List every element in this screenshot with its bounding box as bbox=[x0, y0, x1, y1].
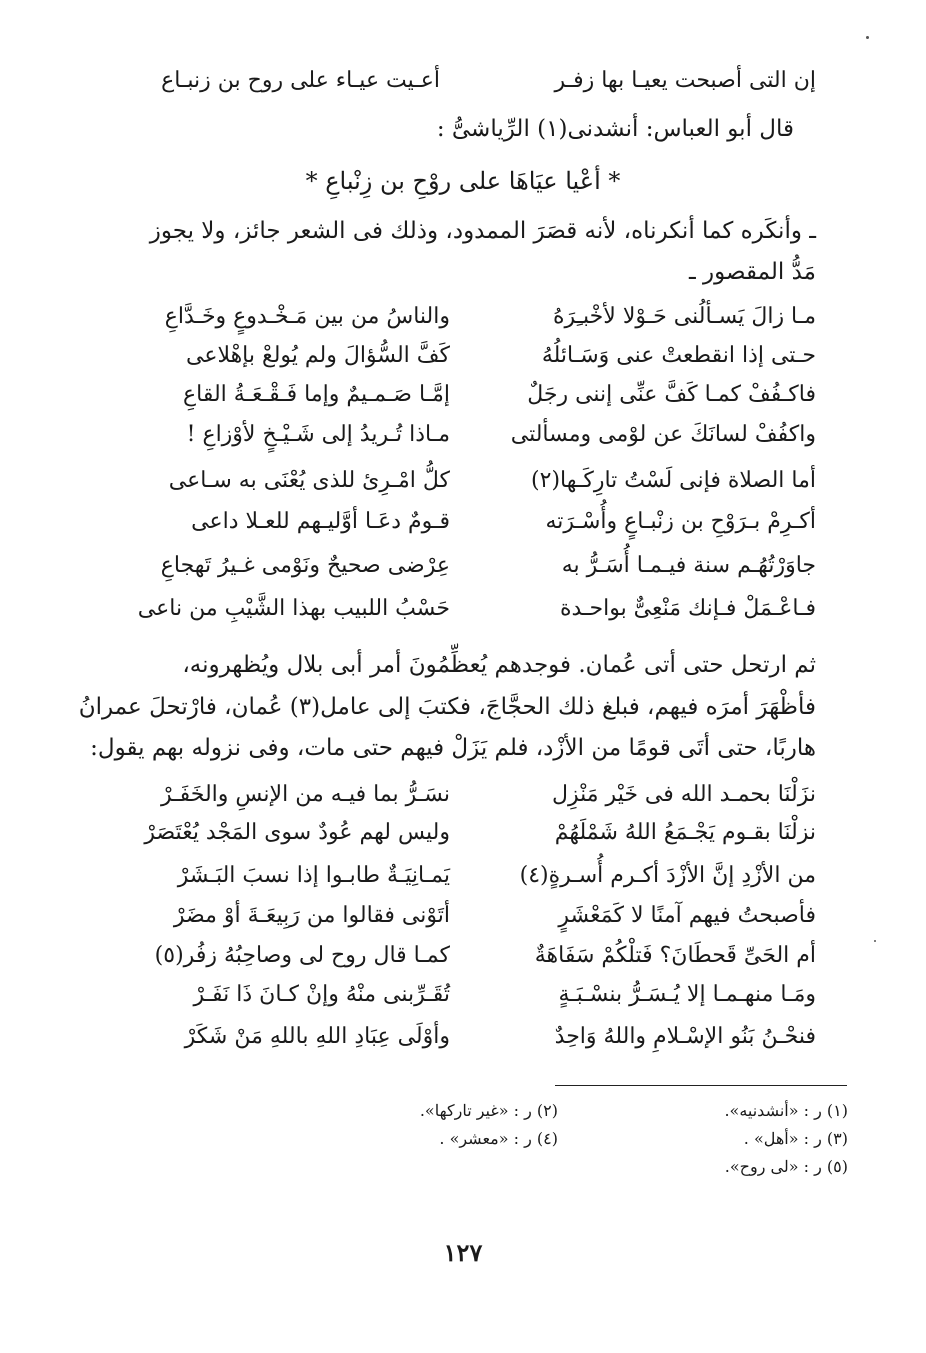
poem-verse bbox=[110, 899, 816, 933]
verse-first-hemistich: أما الصلاة فإنى لَسْتُ تارِكَـها(٢) bbox=[531, 468, 816, 493]
prose-line-2: فأظْهَرَ أمرَه فيهم، فبلغ ذلك الحجَّاجَ، فكتبَ إلى عامل(٣) عُمان، فارْتحلَ عمرانُ bbox=[78, 694, 816, 720]
footnote: (٢) ر : «غير تاركها». bbox=[419, 1101, 558, 1120]
opening-verse bbox=[110, 64, 816, 98]
verse-first-hemistich: نزلْنَا بقـوم يَجْـمَعُ اللهُ شَمْلَهُمْ bbox=[554, 820, 816, 845]
poem-verse bbox=[110, 464, 816, 498]
commentary-line-2: مَدُّ المقصور ـ bbox=[688, 259, 816, 285]
verse-first-hemistich: فأصبحتُ فيهم آمنًا لا كَمَعْشَرٍ bbox=[558, 903, 816, 928]
verse-second-hemistich: كمـا قال روح لى وصاحِبُهُ زفُر(٥) bbox=[154, 943, 450, 968]
verse-first-hemistich: أم الحَىِّ قَحطَانَ؟ فَتلْكُمْ سَفَاهَةٌ bbox=[534, 943, 816, 968]
verse-second-hemistich: والناسُ من بين مَـخْـدوعٍ وخَـدَّاعِ bbox=[164, 304, 450, 329]
scan-speck bbox=[866, 36, 869, 39]
prose-line-1: ثم ارتحل حتى أتى عُمان. فوجدهم يُعظِّمُونَ أمر أبى بلال ويُظهرونه، bbox=[182, 652, 816, 678]
quoted-hemistich: * أعْيا عيَاهَا على روْحِ بن زِنْباعِ * bbox=[305, 167, 621, 195]
verse-second-hemistich: وأوْلَى عِبَادِ اللهِ باللهِ مَنْ شَكَرْ bbox=[184, 1024, 450, 1049]
footnote-row bbox=[288, 1097, 848, 1125]
footnote: (١) ر : «أنشدنيه». bbox=[724, 1101, 848, 1120]
poem-verse bbox=[110, 549, 816, 583]
verse-first-hemistich: حـتى إذا انقطعتْ عنى وَسَـائلُهُ bbox=[541, 343, 816, 368]
poem-verse bbox=[110, 418, 816, 452]
verse-second-hemistich: حَسْبُ اللبيب بهذا الشَّيْبِ من ناعى bbox=[137, 596, 450, 621]
poem-verse bbox=[110, 978, 816, 1012]
verse-second-hemistich: أتَوْنى فقالوا من رَبِيعَـةَ أوْ مضَرْ bbox=[173, 903, 450, 928]
footnote-row bbox=[288, 1153, 848, 1181]
footnote: (٤) ر : «معشر» . bbox=[439, 1129, 558, 1148]
footnote-row bbox=[288, 1125, 848, 1153]
verse-second-hemistich: عِرْضى صحيحٌ ونَوْمى غـيرُ تَهجاعِ bbox=[160, 553, 450, 578]
verse-second-hemistich: أعـيت عيـاء على روح بن زنبـاع bbox=[161, 68, 440, 93]
verse-first-hemistich: فـاعْـمَلْ فـإنك مَنْعِىٌّ بواحـدة bbox=[559, 596, 816, 621]
poem-verse bbox=[110, 1020, 816, 1054]
poem-verse bbox=[110, 300, 816, 334]
page-number: ١٢٧ bbox=[443, 1238, 483, 1267]
verse-first-hemistich: واكفُفْ لسانَكَ عن لوْمى ومسألتى bbox=[510, 422, 816, 447]
verse-second-hemistich: إمَّـا صَـمـيمٌ وإما فَـقْـعَـةُ القاعِ bbox=[183, 382, 450, 407]
footnote-separator bbox=[555, 1085, 847, 1086]
verse-first-hemistich: أكـرِمْ بـرَوْحِ بن زنْبـاعٍ وأُسْـرَته bbox=[545, 509, 816, 534]
footnote: (٣) ر : «أهل» . bbox=[743, 1129, 848, 1148]
poem-verse bbox=[110, 339, 816, 373]
poem-verse bbox=[110, 592, 816, 626]
verse-second-hemistich: قـومٌ دعَـا أوَّليـهم للعـلا داعى bbox=[191, 509, 450, 534]
verse-second-hemistich: تُقَـرِّبنى منْهُ وإنْ كـانَ ذَا نَفَـرْ bbox=[193, 982, 450, 1007]
prose-line-3: هاربًا، حتى أتَى قومًا من الأزْد، فلم يَزَلْ فيهم حتى مات، وفى نزوله بهم يقول: bbox=[90, 735, 816, 761]
poem-verse bbox=[110, 505, 816, 539]
verse-second-hemistich: مـاذا تُـريدُ إلى شَـيْـخٍ لأوْزاعِ ! bbox=[186, 422, 450, 447]
verse-second-hemistich: كلُّ امْـرِئ للذى يُعْنَى به سـاعى bbox=[168, 468, 450, 493]
verse-first-hemistich: ومَـا منهـمـا إلا يُـسَـرُّ بنسْـبَـةٍ bbox=[558, 982, 816, 1007]
poem-verse bbox=[110, 778, 816, 812]
verse-second-hemistich: كَفَّ السُّؤالَ ولم يُولعْ بإهْلاعى bbox=[185, 343, 450, 368]
verse-first-hemistich: مـا زالَ يَسـألُنى حَـوْلا لأخْبـِرَهُ bbox=[552, 304, 816, 329]
poem-verse bbox=[110, 816, 816, 850]
verse-first-hemistich: إن التى أصبحت يعيـا بها زفـر bbox=[554, 68, 816, 93]
scan-speck bbox=[874, 940, 876, 942]
poem-verse bbox=[110, 378, 816, 412]
verse-second-hemistich: نسَـرُّ بما فيـه من الإنسِ والخَفَـرْ bbox=[161, 782, 450, 807]
poem-verse bbox=[110, 939, 816, 973]
verse-second-hemistich: يَمـانِيَـةٌ طابـوا إذا نسبَ البَـشَرْ bbox=[177, 863, 450, 888]
footnote: (٥) ر : «لى روح». bbox=[724, 1157, 848, 1176]
verse-first-hemistich: من الأزْدِ إنَّ الأزْدَ أكـرم أُسـرةٍ(٤) bbox=[519, 863, 816, 888]
commentary-line-1: ـ وأنكَره كما أنكرناه، لأنه قصَرَ الممدود، وذلك فى الشعر جائز، ولا يجوز bbox=[149, 218, 816, 244]
verse-first-hemistich: جاوَرْتُهُـم سنة فيـمـا أُسَـرُّ به bbox=[561, 553, 816, 578]
verse-first-hemistich: نزَلْنَا بحمـد الله فى خَيْر مَنْزِل bbox=[552, 782, 816, 807]
poem-verse bbox=[110, 859, 816, 893]
intro-line: قال أبو العباس: أنشدنى(١) الرِّياشىُّ : bbox=[436, 116, 794, 142]
verse-second-hemistich: وليس لهم عُودٌ سوى المَجْد يُعْتَصَرْ bbox=[144, 820, 450, 845]
verse-first-hemistich: فنحْـنُ بَنُو الإسْـلامِ واللهُ وَاحِدٌ bbox=[554, 1024, 816, 1049]
verse-first-hemistich: فاكـفُفْ كمـا كَفَّ عنِّى إننى رجَلٌ bbox=[527, 382, 816, 407]
